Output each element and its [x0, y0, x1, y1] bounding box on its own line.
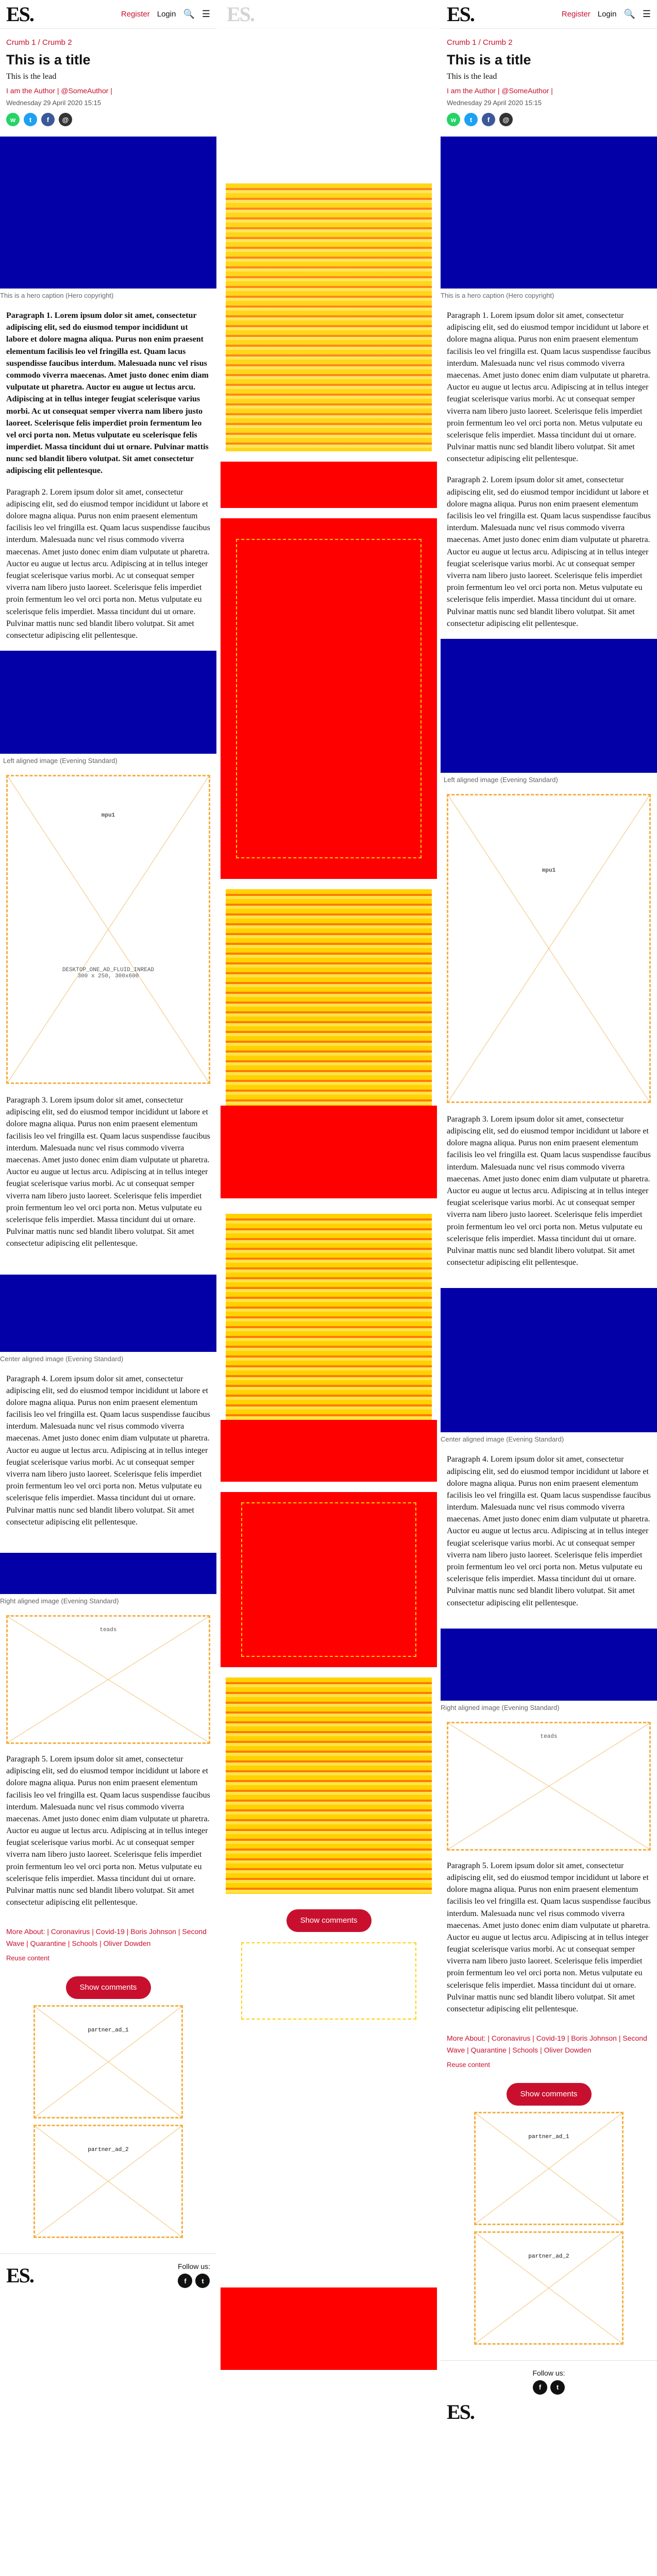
debug-red-band [221, 1420, 437, 1482]
twitter-icon[interactable]: t [550, 2380, 565, 2395]
share-bar [0, 108, 216, 131]
whatsapp-icon[interactable]: w [6, 113, 20, 126]
center-image-caption: Center aligned image (Evening Standard) [441, 1435, 564, 1444]
byline[interactable]: I am the Author | @SomeAuthor | [6, 87, 112, 95]
left-image-caption: Left aligned image (Evening Standard) [444, 775, 558, 784]
debug-show-comments-button[interactable]: Show comments [287, 1909, 372, 1932]
show-comments-button[interactable]: Show comments [507, 2083, 592, 2106]
partner-ad-2-label: partner_ad_2 [528, 2253, 569, 2260]
debug-paragraph-block [226, 183, 432, 451]
paragraph-3: Paragraph 3. Lorem ipsum dolor sit amet, consectetur adipiscing elit, sed do eiusmod tempor incididunt ut labore et dolore magna aliqua. Purus non enim praesent elementum facilisis leo vel fringilla est. Quam lacus suspendisse faucibus interdum. Malesuada nunc vel risus commodo viverra maecenas. Amet justo donec enim diam vulputate ut pharetra. Auctor eu augue ut lectus arcu. Adipiscing at in tellus integer feugiat scelerisque varius morbi. Ac ut consequat semper viverra nam libero justo laoreet. Scelerisque felis imperdiet proin fermentum leo vel orci porta non. Metus vulputate eu scelerisque felis imperdiet. Massa tincidunt dui ut ornare. Pulvinar mattis nunc sed blandit libero volutpat. Sit amet consectetur adipiscing elit pellentesque. [6, 1096, 210, 1248]
paragraph-1: Paragraph 1. Lorem ipsum dolor sit amet, consectetur adipiscing elit, sed do eiusmod tempor incididunt ut labore et dolore magna aliqua. Purus non enim praesent elementum facilisis leo vel fringilla est. Quam lacus suspendisse faucibus interdum. Malesuada nunc vel risus commodo viverra maecenas. Amet justo donec enim diam vulputate ut pharetra. Auctor eu augue ut lectus arcu. Adipiscing at in tellus integer feugiat scelerisque varius morbi. Ac ut consequat semper viverra nam libero justo laoreet. Scelerisque felis imperdiet proin fermentum leo vel orci porta non. Metus vulputate eu scelerisque felis imperdiet. Massa tincidunt dui ut ornare. Pulvinar mattis nunc sed blandit libero volutpat. Sit amet consectetur adipiscing elit pellentesque. [447, 311, 651, 464]
debug-red-band [221, 1106, 437, 1198]
breadcrumb[interactable]: Crumb 1 / Crumb 2 [6, 38, 72, 47]
partner-ad-1 [474, 2112, 624, 2225]
teads-label: teads [540, 1733, 558, 1740]
debug-inline-footer [221, 2287, 437, 2370]
search-icon[interactable]: 🔍 [183, 9, 195, 19]
hero-image [441, 137, 657, 289]
site-header [0, 0, 216, 29]
left-image-caption: Left aligned image (Evening Standard) [3, 757, 117, 765]
publish-date: Wednesday 29 April 2020 15:15 [6, 99, 102, 107]
right-image-caption: Right aligned image (Evening Standard) [441, 1703, 560, 1711]
mpu-ad-slot [6, 775, 210, 1084]
debug-paragraph-block [226, 1214, 432, 1420]
left-aligned-image [441, 639, 657, 773]
left-aligned-image [0, 651, 216, 754]
follow-us-label: Follow us: [177, 2262, 210, 2271]
menu-icon[interactable]: ☰ [201, 9, 210, 19]
paragraph-4: Paragraph 4. Lorem ipsum dolor sit amet, consectetur adipiscing elit, sed do eiusmod tempor incididunt ut labore et dolore magna aliqua. Purus non enim praesent elementum facilisis leo vel fringilla est. Quam lacus suspendisse faucibus interdum. Malesuada nunc vel risus commodo viverra maecenas. Amet justo donec enim diam vulputate ut pharetra. Auctor eu augue ut lectus arcu. Adipiscing at in tellus integer feugiat scelerisque varius morbi. Ac ut consequat semper viverra nam libero justo laoreet. Scelerisque felis imperdiet proin fermentum leo vel orci porta non. Metus vulputate eu scelerisque felis imperdiet. Massa tincidunt dui ut ornare. Pulvinar mattis nunc sed blandit libero volutpat. Sit amet consectetur adipiscing elit pellentesque. [6, 1374, 210, 1527]
teads-ad-slot [447, 1722, 651, 1851]
reuse-content-link[interactable]: Reuse content [447, 2060, 490, 2069]
login-link[interactable]: Login [157, 10, 176, 19]
twitter-icon[interactable]: t [24, 113, 37, 126]
ghost-logo: ES. [227, 3, 254, 26]
login-link[interactable]: Login [597, 10, 617, 19]
more-about-tags[interactable]: More About: | Coronavirus | Covid-19 | Boris Johnson | Second Wave | Quarantine | Schools | Oliver Dowden [6, 1927, 207, 1947]
partner-ad-2 [33, 2125, 183, 2238]
mpu-ad-slot [447, 794, 651, 1103]
facebook-icon[interactable]: f [482, 113, 495, 126]
site-footer [441, 2360, 657, 2432]
hero-image [0, 137, 216, 289]
debug-teads-slot [221, 1492, 437, 1667]
facebook-icon[interactable]: f [533, 2380, 547, 2395]
article-column-a [0, 0, 216, 2576]
article-column-c [441, 0, 657, 2576]
teads-ad-slot [6, 1615, 210, 1744]
partner-ad-2 [474, 2231, 624, 2345]
share-bar [441, 108, 657, 131]
right-image-caption: Right aligned image (Evening Standard) [0, 1597, 119, 1605]
paragraph-4: Paragraph 4. Lorem ipsum dolor sit amet, consectetur adipiscing elit, sed do eiusmod tempor incididunt ut labore et dolore magna aliqua. Purus non enim praesent elementum facilisis leo vel fringilla est. Quam lacus suspendisse faucibus interdum. Malesuada nunc vel risus commodo viverra maecenas. Amet justo donec enim diam vulputate ut pharetra. Auctor eu augue ut lectus arcu. Adipiscing at in tellus integer feugiat scelerisque varius morbi. Ac ut consequat semper viverra nam libero justo laoreet. Scelerisque felis imperdiet proin fermentum leo vel orci porta non. Metus vulputate eu scelerisque felis imperdiet. Massa tincidunt dui ut ornare. Pulvinar mattis nunc sed blandit libero volutpat. Sit amet consectetur adipiscing elit pellentesque. [447, 1455, 651, 1607]
register-link[interactable]: Register [121, 10, 150, 19]
publish-date: Wednesday 29 April 2020 15:15 [447, 99, 542, 107]
email-icon[interactable]: @ [499, 113, 513, 126]
partner-ad-1-label: partner_ad_1 [88, 2027, 129, 2034]
mpu-label: mpu1 [542, 867, 556, 874]
site-footer [0, 2253, 216, 2296]
menu-icon[interactable]: ☰ [642, 9, 651, 19]
twitter-icon[interactable]: t [464, 113, 478, 126]
article-lead: This is the lead [6, 72, 57, 81]
facebook-icon[interactable]: f [178, 2274, 192, 2288]
paragraph-2: Paragraph 2. Lorem ipsum dolor sit amet, consectetur adipiscing elit, sed do eiusmod tempor incididunt ut labore et dolore magna aliqua. Purus non enim praesent elementum facilisis leo vel fringilla est. Quam lacus suspendisse faucibus interdum. Malesuada nunc vel risus commodo viverra maecenas. Amet justo donec enim diam vulputate ut pharetra. Auctor eu augue ut lectus arcu. Adipiscing at in tellus integer feugiat scelerisque varius morbi. Ac ut consequat semper viverra nam libero justo laoreet. Scelerisque felis imperdiet proin fermentum leo vel orci porta non. Metus vulputate eu scelerisque felis imperdiet. Massa tincidunt dui ut ornare. Pulvinar mattis nunc sed blandit libero volutpat. Sit amet consectetur adipiscing elit pellentesque. [6, 487, 210, 640]
paragraph-5: Paragraph 5. Lorem ipsum dolor sit amet, consectetur adipiscing elit, sed do eiusmod tempor incididunt ut labore et dolore magna aliqua. Purus non enim praesent elementum facilisis leo vel fringilla est. Quam lacus suspendisse faucibus interdum. Malesuada nunc vel risus commodo viverra maecenas. Amet justo donec enim diam vulputate ut pharetra. Auctor eu augue ut lectus arcu. Adipiscing at in tellus integer feugiat scelerisque varius morbi. Ac ut consequat semper viverra nam libero justo laoreet. Scelerisque felis imperdiet proin fermentum leo vel orci porta non. Metus vulputate eu scelerisque felis imperdiet. Massa tincidunt dui ut ornare. Pulvinar mattis nunc sed blandit libero volutpat. Sit amet consectetur adipiscing elit pellentesque. [447, 1861, 651, 2013]
byline[interactable]: I am the Author | @SomeAuthor | [447, 87, 553, 95]
show-comments-button[interactable]: Show comments [66, 1976, 151, 1999]
site-logo[interactable]: ES. [447, 3, 474, 26]
partner-ad-2-label: partner_ad_2 [88, 2147, 129, 2154]
hero-caption: This is a hero caption (Hero copyright) [441, 292, 554, 299]
debug-mpu-slot [221, 518, 437, 879]
paragraph-1: Paragraph 1. Lorem ipsum dolor sit amet, consectetur adipiscing elit, sed do eiusmod tempor incididunt ut labore et dolore magna aliqua. Purus non enim praesent elementum facilisis leo vel fringilla est. Quam lacus suspendisse faucibus interdum. Malesuada nunc vel risus commodo viverra maecenas. Amet justo donec enim diam vulputate ut pharetra. Auctor eu augue ut lectus arcu. Adipiscing at in tellus integer feugiat scelerisque varius morbi. Ac ut consequat semper viverra nam libero justo laoreet. Scelerisque felis imperdiet proin fermentum leo vel orci porta non. Metus vulputate eu scelerisque felis imperdiet. Massa tincidunt dui ut ornare. Pulvinar mattis nunc sed blandit libero volutpat. Sit amet consectetur adipiscing elit pellentesque. [6, 311, 209, 476]
site-logo[interactable]: ES. [6, 3, 33, 26]
debug-teads-box [241, 1502, 416, 1657]
twitter-icon[interactable]: t [195, 2274, 210, 2288]
ghost-title-area [221, 29, 437, 183]
follow-us-label: Follow us: [532, 2368, 565, 2377]
partner-ad-1 [33, 2005, 183, 2119]
debug-partner-box [241, 1942, 416, 2020]
footer-logo[interactable]: ES. [6, 2263, 33, 2287]
page-title: This is a title [6, 52, 91, 67]
page-title: This is a title [447, 52, 531, 67]
paragraph-5: Paragraph 5. Lorem ipsum dolor sit amet, consectetur adipiscing elit, sed do eiusmod tempor incididunt ut labore et dolore magna aliqua. Purus non enim praesent elementum facilisis leo vel fringilla est. Quam lacus suspendisse faucibus interdum. Malesuada nunc vel risus commodo viverra maecenas. Amet justo donec enim diam vulputate ut pharetra. Auctor eu augue ut lectus arcu. Adipiscing at in tellus integer feugiat scelerisque varius morbi. Ac ut consequat semper viverra nam libero justo laoreet. Scelerisque felis imperdiet proin fermentum leo vel orci porta non. Metus vulputate eu scelerisque felis imperdiet. Massa tincidunt dui ut ornare. Pulvinar mattis nunc sed blandit libero volutpat. Sit amet consectetur adipiscing elit pellentesque. [6, 1754, 210, 1907]
footer-logo[interactable]: ES. [447, 2400, 474, 2424]
hero-caption: This is a hero caption (Hero copyright) [0, 292, 114, 299]
teads-label: teads [99, 1626, 117, 1633]
debug-paragraph-block [226, 889, 432, 1106]
debug-red-band [221, 462, 437, 508]
ad-debug-column [221, 0, 437, 2576]
breadcrumb[interactable]: Crumb 1 / Crumb 2 [447, 38, 513, 47]
debug-paragraph-block [226, 1677, 432, 1894]
center-aligned-image [0, 1275, 216, 1352]
right-aligned-image [0, 1553, 216, 1594]
reuse-content-link[interactable]: Reuse content [6, 1954, 49, 1962]
debug-mpu-box [236, 539, 422, 858]
register-link[interactable]: Register [561, 10, 591, 19]
site-header [441, 0, 657, 29]
article-lead: This is the lead [447, 72, 497, 81]
paragraph-3: Paragraph 3. Lorem ipsum dolor sit amet, consectetur adipiscing elit, sed do eiusmod tempor incididunt ut labore et dolore magna aliqua. Purus non enim praesent elementum facilisis leo vel fringilla est. Quam lacus suspendisse faucibus interdum. Malesuada nunc vel risus commodo viverra maecenas. Amet justo donec enim diam vulputate ut pharetra. Auctor eu augue ut lectus arcu. Adipiscing at in tellus integer feugiat scelerisque varius morbi. Ac ut consequat semper viverra nam libero justo laoreet. Scelerisque felis imperdiet proin fermentum leo vel orci porta non. Metus vulputate eu scelerisque felis imperdiet. Massa tincidunt dui ut ornare. Pulvinar mattis nunc sed blandit libero volutpat. Sit amet consectetur adipiscing elit pellentesque. [447, 1114, 651, 1267]
more-about-tags[interactable]: More About: | Coronavirus | Covid-19 | Boris Johnson | Second Wave | Quarantine | Schools | Oliver Dowden [447, 2034, 647, 2054]
paragraph-2: Paragraph 2. Lorem ipsum dolor sit amet, consectetur adipiscing elit, sed do eiusmod tempor incididunt ut labore et dolore magna aliqua. Purus non enim praesent elementum facilisis leo vel fringilla est. Quam lacus suspendisse faucibus interdum. Malesuada nunc vel risus commodo viverra maecenas. Amet justo donec enim diam vulputate ut pharetra. Auctor eu augue ut lectus arcu. Adipiscing at in tellus integer feugiat scelerisque varius morbi. Ac ut consequat semper viverra nam libero justo laoreet. Scelerisque felis imperdiet proin fermentum leo vel orci porta non. Metus vulputate eu scelerisque felis imperdiet. Massa tincidunt dui ut ornare. Pulvinar mattis nunc sed blandit libero volutpat. Sit amet consectetur adipiscing elit pellentesque. [447, 476, 651, 628]
search-icon[interactable]: 🔍 [624, 9, 635, 19]
mpu-label: mpu1 [101, 812, 115, 819]
center-image-caption: Center aligned image (Evening Standard) [0, 1354, 124, 1363]
ghost-header [221, 0, 437, 29]
mpu-size-label: DESKTOP_ONE_AD_FLUID_INREAD 300 x 250, 300x600 [62, 967, 155, 980]
whatsapp-icon[interactable]: w [447, 113, 460, 126]
email-icon[interactable]: @ [59, 113, 72, 126]
right-aligned-image [441, 1629, 657, 1701]
facebook-icon[interactable]: f [41, 113, 55, 126]
partner-ad-1-label: partner_ad_1 [528, 2133, 569, 2140]
center-aligned-image [441, 1288, 657, 1432]
